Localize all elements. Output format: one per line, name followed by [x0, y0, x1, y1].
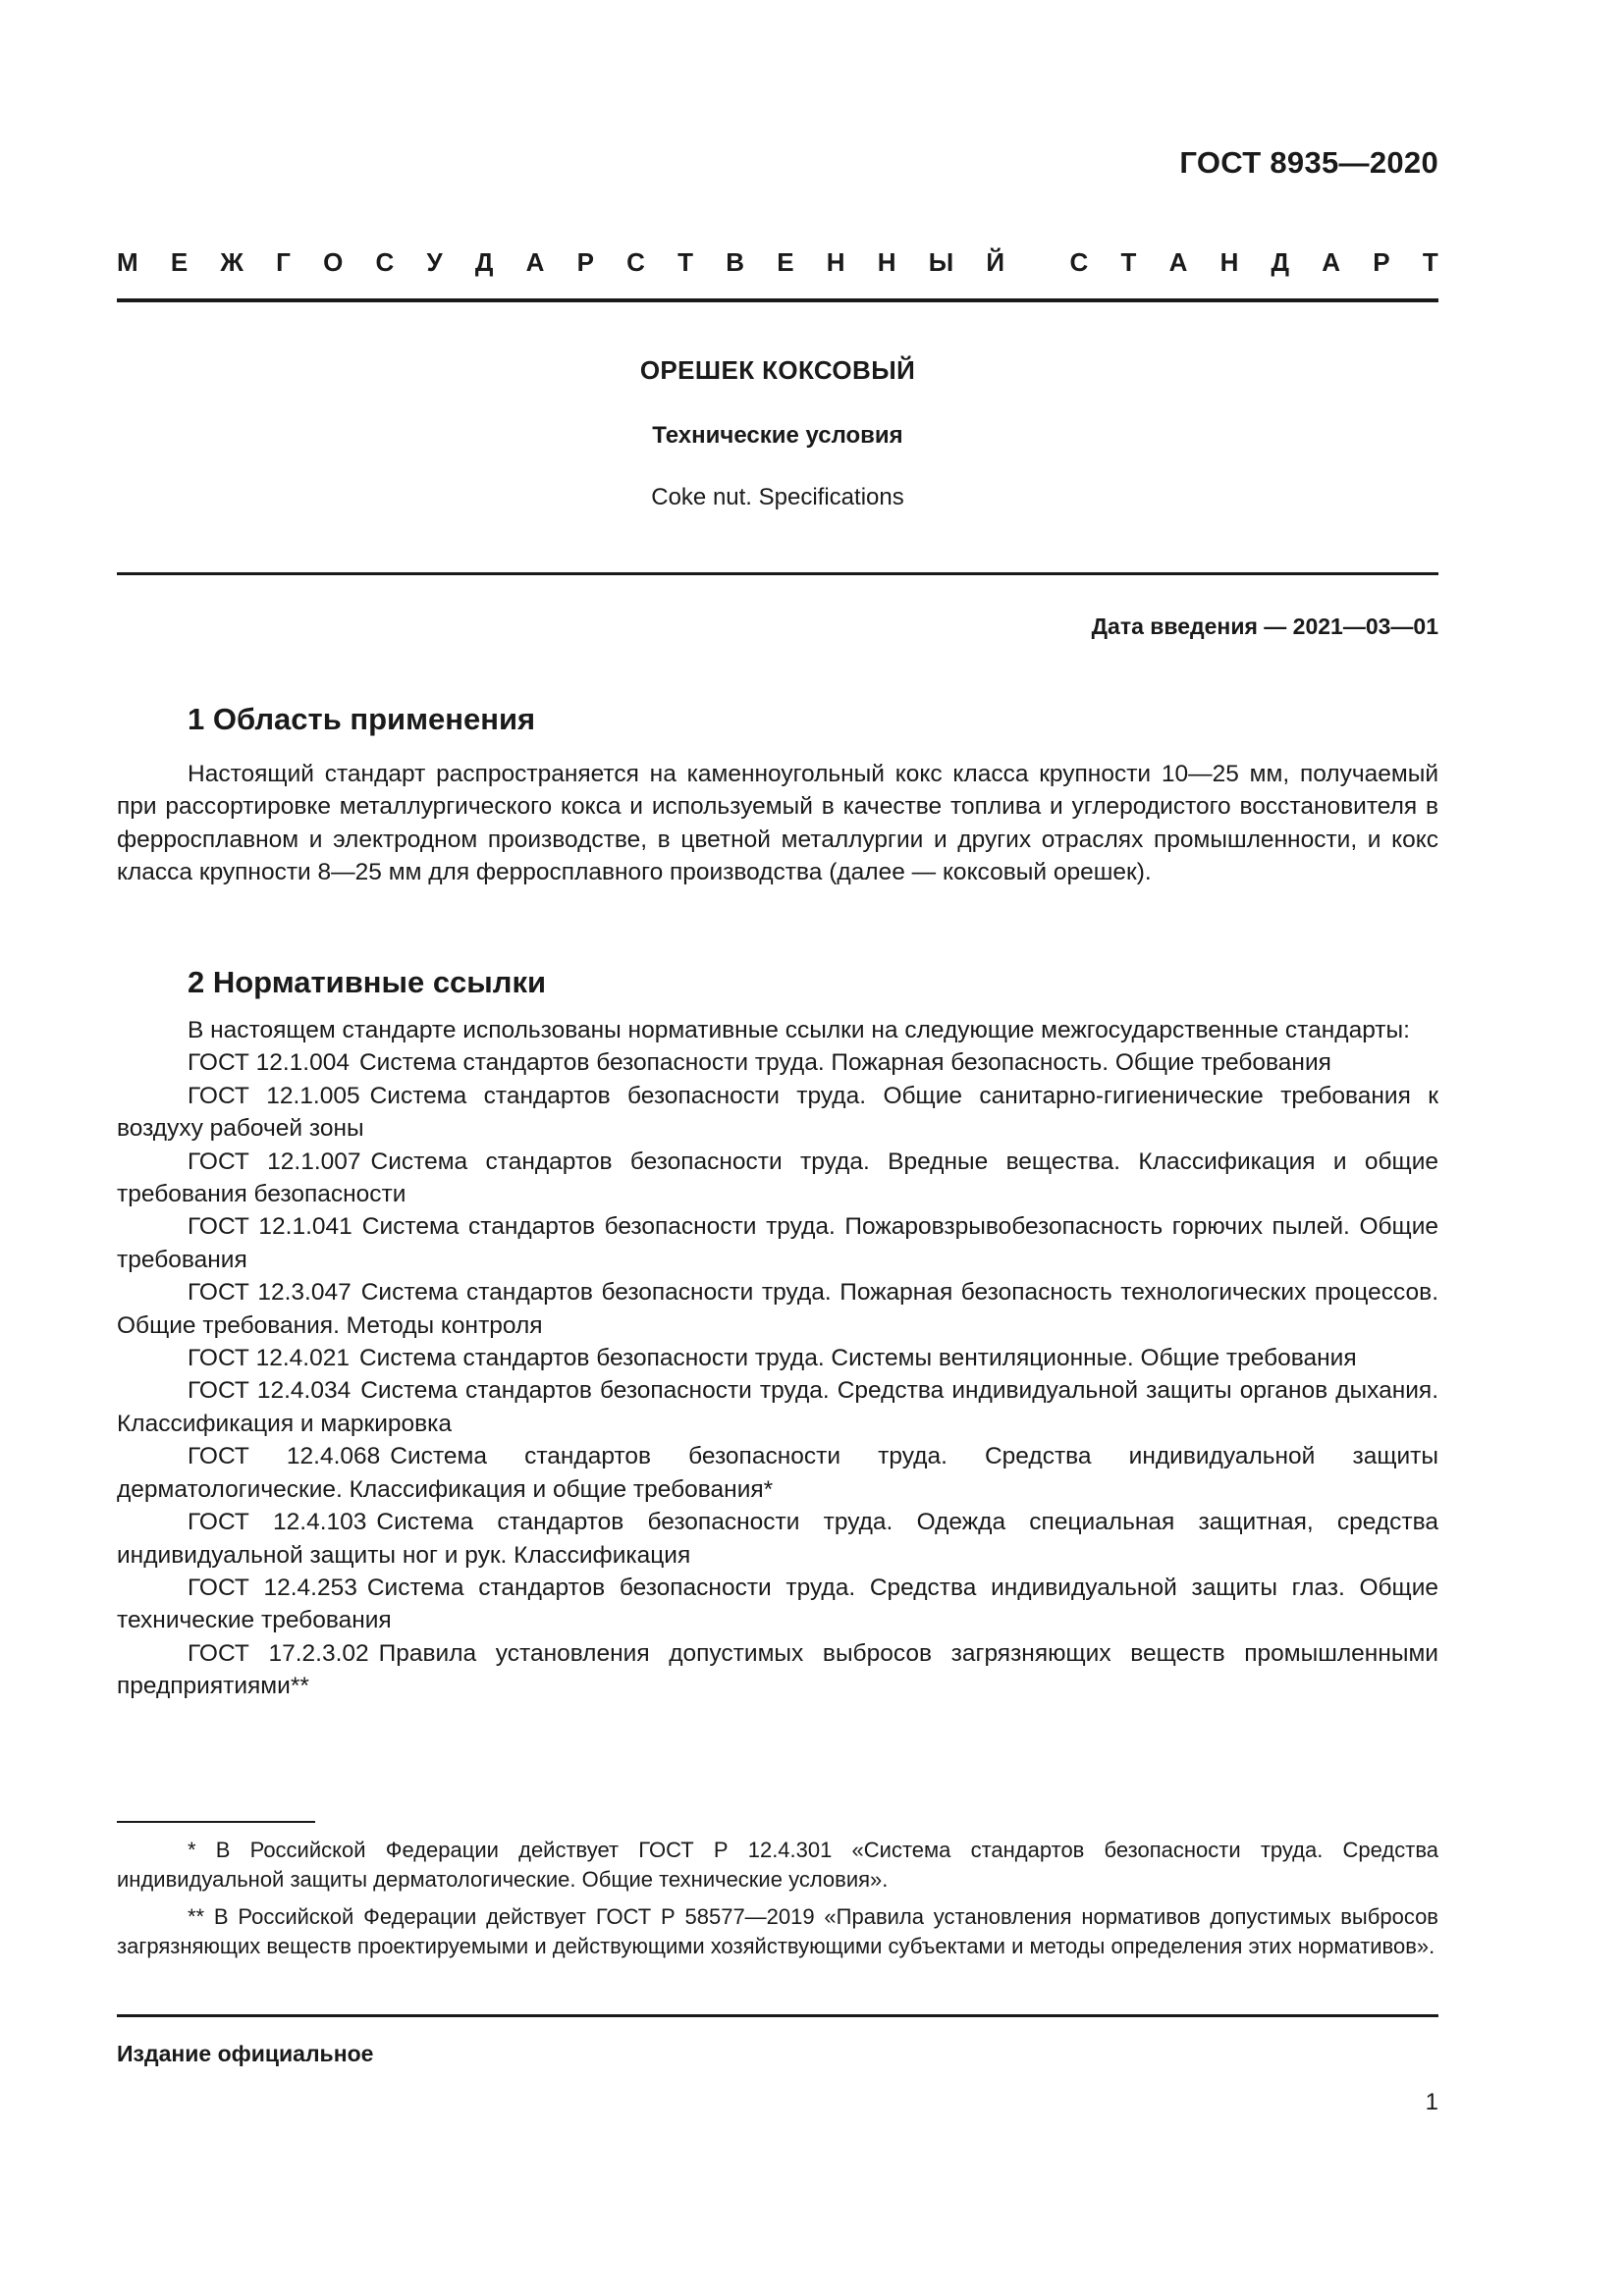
reference-title: Система стандартов безопасности труда. Средства индивидуальной защиты глаз. Общие технические требования	[117, 1574, 1439, 1634]
standard-type-letter: Р	[576, 247, 594, 277]
reference-code: ГОСТ 12.1.007	[188, 1148, 361, 1175]
reference-item	[117, 1276, 1438, 1342]
reference-item	[117, 1374, 1438, 1440]
reference-title: Система стандартов безопасности труда. Одежда специальная защитная, средства индивидуальной защиты ног и рук. Классификация	[117, 1509, 1438, 1569]
reference-item	[117, 1637, 1438, 1703]
reference-title: Система стандартов безопасности труда. Средства индивидуальной защиты дерматологические. Классификация и общие требования*	[117, 1443, 1438, 1503]
reference-title: Система стандартов безопасности труда. Средства индивидуальной защиты органов дыхания. Классификация и маркировка	[117, 1377, 1439, 1437]
standard-type-letter: А	[1168, 247, 1188, 277]
standard-type-letter: Г	[276, 247, 291, 277]
reference-item	[117, 1506, 1438, 1572]
reference-title: Система стандартов безопасности труда. Пожаровзрывобезопасность горючих пылей. Общие требования	[117, 1213, 1439, 1273]
page-number: 1	[1425, 2089, 1438, 2115]
reference-code: ГОСТ 12.1.004	[188, 1049, 350, 1077]
references-intro: В настоящем стандарте использованы нормативные ссылки на следующие межгосударственные стандарты:	[188, 1017, 1410, 1043]
footnote-divider	[117, 1821, 315, 1823]
reference-title: Система стандартов безопасности труда. Общие санитарно-гигиенические требования к воздуху рабочей зоны	[117, 1082, 1439, 1143]
title-divider	[117, 572, 1438, 575]
standard-type-letter: Р	[1373, 247, 1390, 277]
standard-type-letter: Т	[677, 247, 694, 277]
standard-type-letter: У	[426, 247, 443, 277]
standard-type-letter: О	[323, 247, 344, 277]
reference-title: Система стандартов безопасности труда. Пожарная безопасность. Общие требования	[358, 1049, 1331, 1077]
reference-title: Правила установления допустимых выбросов загрязняющих веществ промышленными предприятиями**	[117, 1639, 1438, 1700]
standard-type-letter: Н	[877, 247, 896, 277]
reference-item	[117, 1342, 1438, 1374]
standard-type-heading	[117, 247, 1438, 278]
reference-code: ГОСТ 12.3.047	[188, 1279, 352, 1307]
normative-references	[117, 1014, 1438, 1703]
reference-title: Система стандартов безопасности труда. Системы вентиляционные. Общие требования	[358, 1345, 1357, 1372]
reference-code: ГОСТ 12.1.041	[188, 1213, 352, 1241]
reference-code: ГОСТ 12.4.068	[188, 1443, 381, 1470]
standard-type-letter: А	[1322, 247, 1341, 277]
standard-type-letter: В	[726, 247, 745, 277]
reference-code: ГОСТ 12.4.034	[188, 1377, 352, 1405]
introduction-date: Дата введения — 2021—03—01	[1091, 614, 1438, 639]
document-subtitle: Технические условия	[652, 422, 903, 449]
official-edition-label: Издание официальное	[117, 2041, 374, 2066]
footnote: ** В Российской Федерации действует ГОСТ Р 58577—2019 «Правила установления нормативов допустимых выбросов загрязняющих веществ проектируемыми и действующими хозяйствующими субъектами и методы определения этих нормативов».	[117, 1904, 1438, 1958]
standard-type-letter: С	[375, 247, 395, 277]
reference-item	[117, 1440, 1438, 1506]
reference-item	[117, 1046, 1438, 1079]
section-heading-scope: 1 Область применения	[188, 702, 536, 736]
footnote: * В Российской Федерации действует ГОСТ Р 12.4.301 «Система стандартов безопасности труда. Средства индивидуальной защиты дерматологические. Общие технические условия».	[117, 1838, 1438, 1892]
standard-type-letter: Е	[170, 247, 189, 277]
reference-code: ГОСТ 12.1.005	[188, 1082, 360, 1109]
reference-list	[117, 1046, 1438, 1702]
reference-code: ГОСТ 12.4.103	[188, 1509, 367, 1536]
reference-code: ГОСТ 12.4.253	[188, 1574, 357, 1601]
reference-item	[117, 1572, 1438, 1637]
reference-item	[117, 1146, 1438, 1211]
standard-type-letter: Ж	[220, 247, 244, 277]
footnotes	[117, 1836, 1438, 1969]
document-number: ГОСТ 8935—2020	[1179, 145, 1438, 180]
standard-type-letter: С	[1069, 247, 1089, 277]
standard-type-letter: Д	[474, 247, 494, 277]
standard-type-letter: Н	[1219, 247, 1239, 277]
document-page	[117, 0, 1438, 2296]
reference-code: ГОСТ 12.4.021	[188, 1345, 350, 1372]
reference-title: Система стандартов безопасности труда. Вредные вещества. Классификация и общие требования безопасности	[117, 1148, 1439, 1208]
standard-type-letter: Т	[1422, 247, 1438, 277]
standard-type-letter: Т	[1120, 247, 1137, 277]
reference-code: ГОСТ 17.2.3.02	[188, 1639, 369, 1667]
reference-item	[117, 1210, 1438, 1276]
standard-type-letter: М	[117, 247, 138, 277]
standard-type-letter: Й	[986, 247, 1005, 277]
reference-title: Система стандартов безопасности труда. Пожарная безопасность технологических процессов. Общие требования. Методы контроля	[117, 1279, 1439, 1339]
header-divider	[117, 298, 1438, 302]
standard-type-letter: Ы	[928, 247, 954, 277]
standard-type-letter: Д	[1271, 247, 1290, 277]
standard-type-letter: А	[525, 247, 545, 277]
section-heading-normative-references: 2 Нормативные ссылки	[188, 965, 547, 999]
footer-divider	[117, 2014, 1438, 2017]
standard-type-letter: Н	[826, 247, 845, 277]
document-title: ОРЕШЕК КОКСОВЫЙ	[639, 355, 916, 385]
scope-paragraph: Настоящий стандарт распространяется на каменноугольный кокс класса крупности 10—25 мм, получаемый при рассортировке металлургического кокса и используемый в качестве топлива и углеродистого восстановителя в ферросплавном и электродном производстве, в цветной металлургии и других отраслях промышленности, и кокс класса крупности 8—25 мм для ферросплавного производства (далее — коксовый орешек).	[117, 761, 1438, 886]
standard-type-letter: С	[626, 247, 645, 277]
reference-item	[117, 1080, 1438, 1146]
document-title-english: Coke nut. Specifications	[651, 484, 904, 510]
standard-type-letter: Е	[777, 247, 794, 277]
